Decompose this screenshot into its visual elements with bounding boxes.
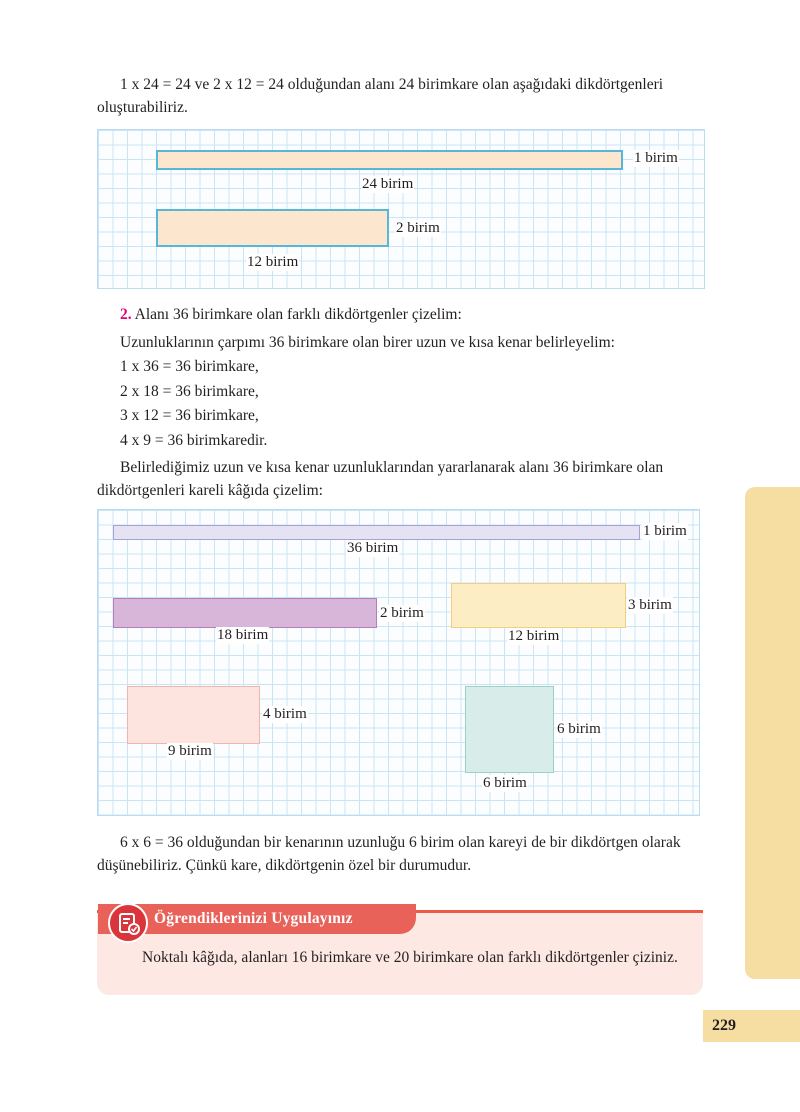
label-r1-width: 24 birim [362, 176, 414, 192]
rectangle-2x18 [113, 598, 377, 628]
label-c-width: 12 birim [508, 628, 560, 644]
label-e-height: 6 birim [557, 721, 601, 737]
label-b-width: 18 birim [217, 627, 269, 643]
square-6x6 [465, 686, 554, 773]
example-title: Alanı 36 birimkare olan farklı dikdörtgenler çizelim: [134, 306, 462, 323]
label-a-width: 36 birim [347, 540, 399, 556]
practice-text: Noktalı kâğıda, alanları 16 birimkare ve 20 birimkare olan farklı dikdörtgenler çiziniz. [142, 949, 678, 966]
label-e-width: 6 birim [483, 775, 527, 791]
rectangle-1x36 [113, 525, 640, 540]
rectangle-3x12 [451, 583, 626, 628]
checklist-icon [108, 903, 148, 943]
conclusion-paragraph: 6 x 6 = 36 olduğundan bir kenarının uzunluğu 6 birim olan kareyi de bir dikdörtgen olarak düşünebiliriz. Çünkü kare, dikdörtgenin özel bir durumudur. [97, 834, 681, 874]
label-a-height: 1 birim [643, 523, 687, 539]
practice-title: Öğrendiklerinizi Uygulayınız [154, 910, 353, 927]
label-b-height: 2 birim [380, 605, 424, 621]
example-heading [120, 303, 462, 326]
intro-paragraph: 1 x 24 = 24 ve 2 x 12 = 24 olduğundan alanı 24 birimkare olan aşağıdaki dikdörtgenleri oluşturabiliriz. [97, 76, 664, 116]
product-line: 3 x 12 = 36 birimkare, [120, 407, 259, 424]
label-d-height: 4 birim [263, 706, 307, 722]
product-line: 4 x 9 = 36 birimkaredir. [120, 432, 268, 449]
page-number: 229 [703, 1010, 800, 1042]
label-c-height: 3 birim [628, 597, 672, 613]
rectangle-1x24 [156, 150, 623, 170]
label-r2-width: 12 birim [247, 254, 299, 270]
example-lead: Uzunluklarının çarpımı 36 birimkare olan birer uzun ve kısa kenar belirleyelim: [120, 334, 615, 351]
grid-paper-24 [97, 129, 705, 289]
label-r2-height: 2 birim [396, 220, 440, 236]
rectangle-2x12 [156, 209, 389, 247]
label-d-width: 9 birim [168, 743, 212, 759]
example-number: 2. [120, 306, 132, 323]
instruction-paragraph: Belirlediğimiz uzun ve kısa kenar uzunluklarından yararlanarak alanı 36 birimkare olan dikdörtgenleri kareli kâğıda çizelim: [97, 459, 664, 499]
label-r1-height: 1 birim [634, 150, 678, 166]
product-line: 1 x 36 = 36 birimkare, [120, 358, 259, 375]
side-tab [745, 487, 800, 979]
product-line: 2 x 18 = 36 birimkare, [120, 383, 259, 400]
rectangle-4x9 [127, 686, 260, 744]
